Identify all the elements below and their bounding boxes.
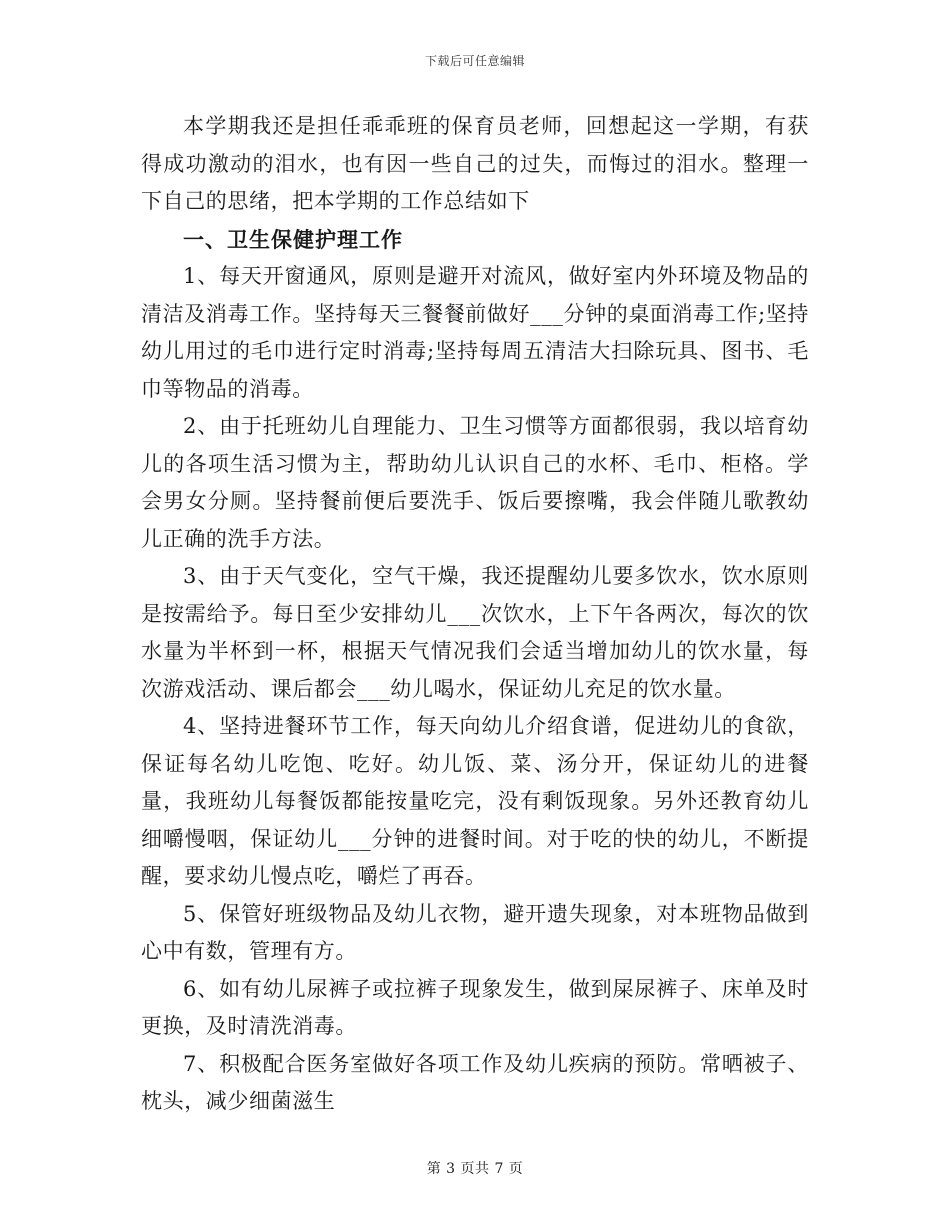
- list-item: 4、坚持进餐环节工作，每天向幼儿介绍食谱，促进幼儿的食欲，保证每名幼儿吃饱、吃好。幼儿饭、菜、汤分开，保证幼儿的进餐量，我班幼儿每餐饭都能按量吃完，没有剩饭现象。另外还教育幼儿细嚼慢咽，保证幼儿___分钟的进餐时间。对于吃的快的幼儿，不断提醒，要求幼儿慢点吃，嚼烂了再吞。: [141, 714, 809, 888]
- list-item: 6、如有幼儿尿裤子或拉裤子现象发生，做到屎尿裤子、床单及时更换，及时清洗消毒。: [141, 976, 809, 1038]
- list-item: 1、每天开窗通风，原则是避开对流风，做好室内外环境及物品的清洁及消毒工作。坚持每天三餐餐前做好___分钟的桌面消毒工作;坚持幼儿用过的毛巾进行定时消毒;坚持每周五清洁大扫除玩具、图书、毛巾等物品的消毒。: [141, 264, 809, 401]
- page-footer: 第 3 页共 7 页: [426, 1161, 524, 1177]
- intro-paragraph: 本学期我还是担任乖乖班的保育员老师，回想起这一学期，有获得成功激动的泪水，也有因一些自己的过失，而悔过的泪水。整理一下自己的思绪，把本学期的工作总结如下: [141, 114, 809, 213]
- document-body: [141, 108, 809, 1121]
- list-item: 7、积极配合医务室做好各项工作及幼儿疾病的预防。常晒被子、枕头，减少细菌滋生: [141, 1051, 809, 1113]
- list-item: 2、由于托班幼儿自理能力、卫生习惯等方面都很弱，我以培育幼儿的各项生活习惯为主，帮助幼儿认识自己的水杯、毛巾、柜格。学会男女分厕。坚持餐前便后要洗手、饭后要擦嘴，我会伴随儿歌教幼儿正确的洗手方法。: [141, 414, 809, 551]
- section-heading: 一、卫生保健护理工作: [183, 226, 403, 252]
- list-item: 5、保管好班级物品及幼儿衣物，避开遗失现象，对本班物品做到心中有数，管理有方。: [141, 901, 809, 963]
- page-header: 下载后可任意编辑: [424, 54, 525, 68]
- list-item: 3、由于天气变化，空气干燥，我还提醒幼儿要多饮水，饮水原则是按需给予。每日至少安排幼儿___次饮水，上下午各两次，每次的饮水量为半杯到一杯，根据天气情况我们会适当增加幼儿的饮水量，每次游戏活动、课后都会___幼儿喝水，保证幼儿充足的饮水量。: [141, 564, 809, 701]
